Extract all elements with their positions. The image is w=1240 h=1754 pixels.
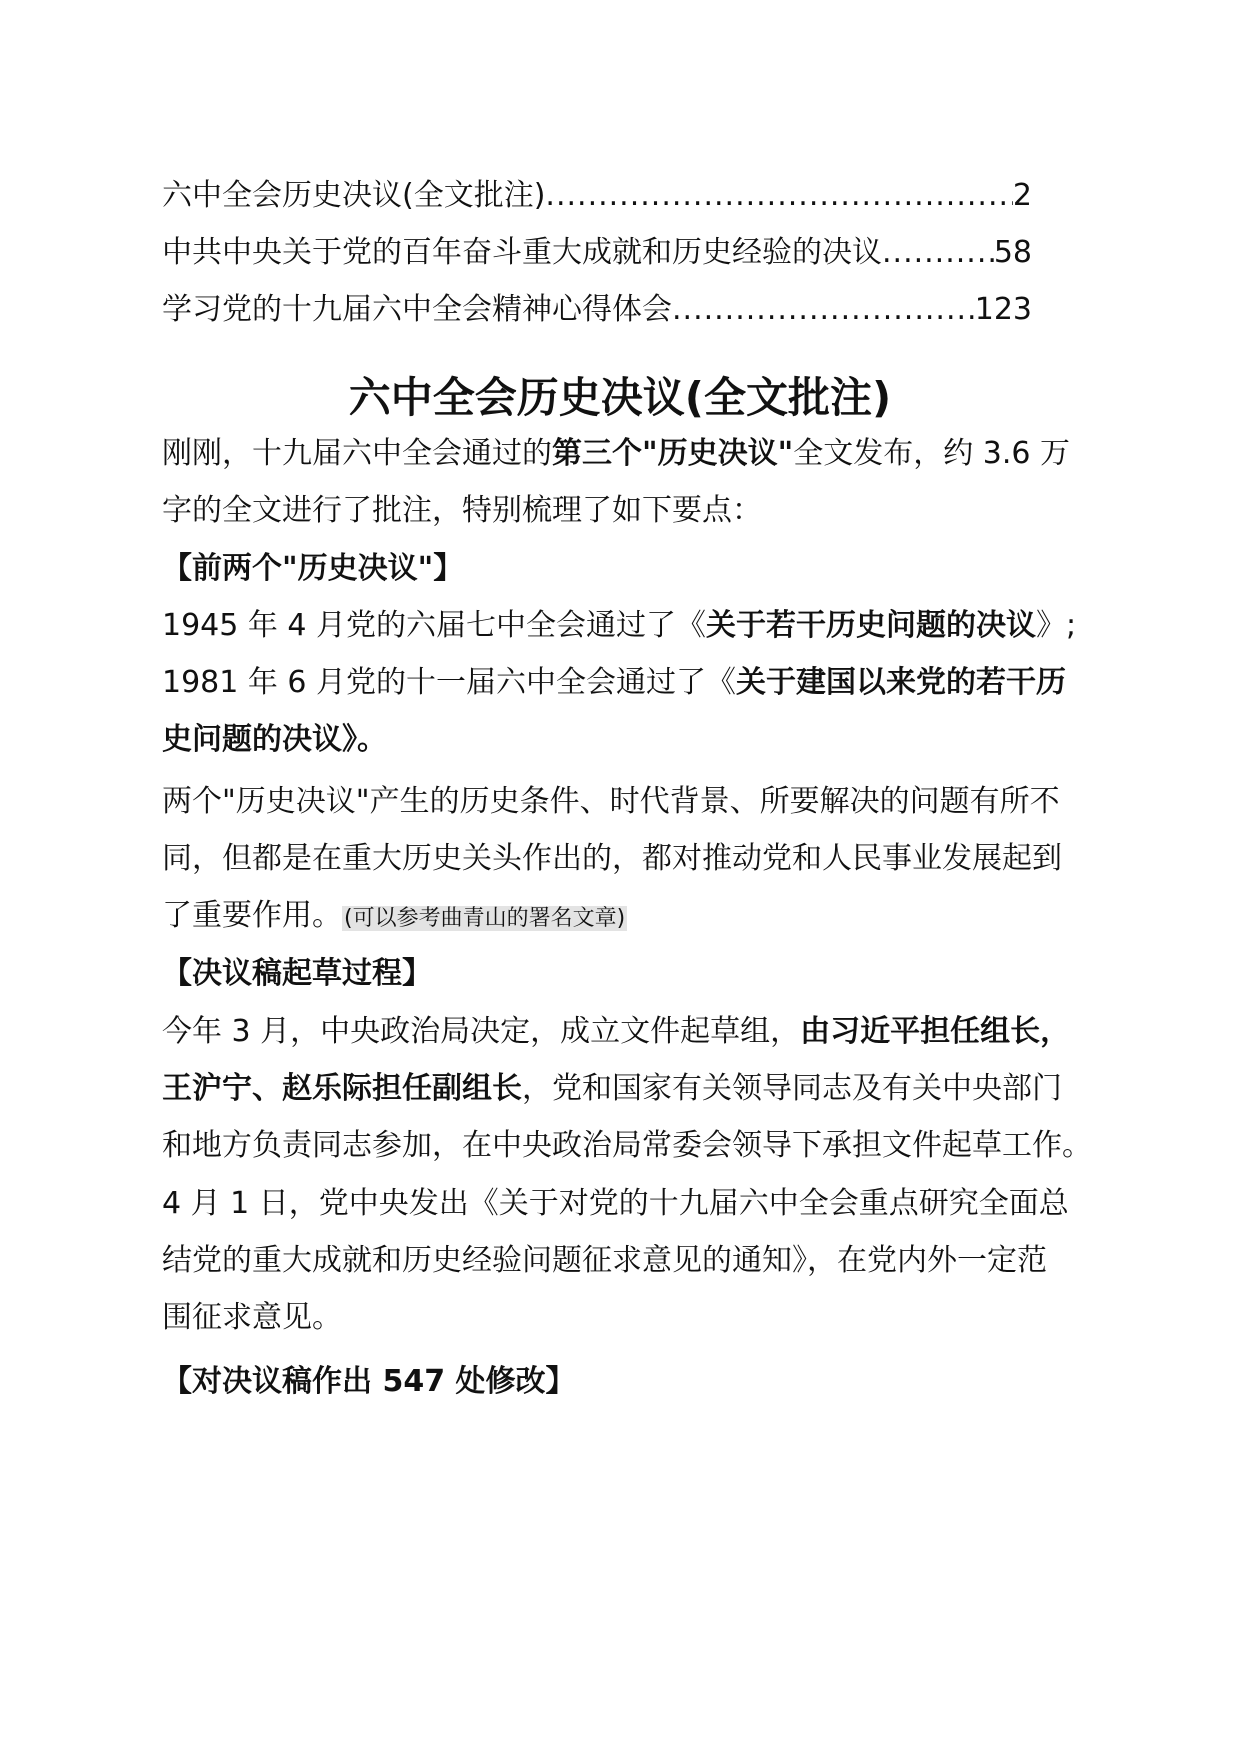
toc-entry-1[interactable] <box>162 176 1032 216</box>
s2-line-1 <box>162 1012 1070 1052</box>
section-heading-previous-resolutions: 【前两个"历史决议"】 <box>162 551 464 586</box>
bold-text: 》。 <box>342 722 387 757</box>
bold-text: 由习近平担任组长， <box>800 1014 1071 1049</box>
intro-bold-text: 第三个"历史决议" <box>552 436 794 471</box>
s1-line-6 <box>162 896 627 939</box>
intro-text: 刚刚，十九届六中全会通过的 <box>162 436 552 471</box>
body-text: 1981 年 6 月党的十一届六中全会通过了《 <box>162 665 737 700</box>
intro-line-1 <box>162 434 1070 474</box>
s2-line-2 <box>162 1069 1062 1109</box>
toc-entry-page: 58 <box>993 235 1032 270</box>
reference-note: (可以参考曲青山的署名文章) <box>344 906 626 931</box>
s1-line-2 <box>162 663 1066 703</box>
body-text: 1945 年 4 月党的六届七中全会通过了《 <box>162 608 707 643</box>
toc-entry-title: 中共中央关于党的百年奋斗重大成就和历史经验的决议 <box>162 235 882 270</box>
s1-line-1 <box>162 606 1076 646</box>
s1-line-5: 同，但都是在重大历史关头作出的，都对推动党和人民事业发展起到 <box>162 841 1062 876</box>
toc-leader-dots <box>882 233 994 273</box>
document-title: 六中全会历史决议(全文批注) <box>348 373 892 422</box>
intro-text: 全文发布，约 3.6 万 <box>793 436 1071 471</box>
s2-line-3: 和地方负责同志参加，在中央政治局常委会领导下承担文件起草工作。 <box>162 1128 1092 1163</box>
section-heading-revisions: 【对决议稿作出 547 处修改】 <box>162 1364 576 1399</box>
s1-line-4: 两个"历史决议"产生的历史条件、时代背景、所要解决的问题有所不 <box>162 784 1060 819</box>
s2-line-6: 围征求意见。 <box>162 1300 342 1335</box>
s2-line-4: 4 月 1 日，党中央发出《关于对党的十九届六中全会重点研究全面总 <box>162 1186 1069 1221</box>
toc-leader-dots <box>672 290 975 330</box>
toc-entry-title: 学习党的十九届六中全会精神心得体会 <box>162 292 672 327</box>
bold-text: 关于若干历史问题的决议 <box>706 608 1037 643</box>
body-text: 了重要作用。 <box>162 898 342 933</box>
bold-text: 王沪宁、赵乐际担任副组长 <box>162 1071 522 1106</box>
bold-text: 史问题的决议 <box>162 722 342 757</box>
s2-line-5: 结党的重大成就和历史经验问题征求意见的通知》，在党内外一定范 <box>162 1243 1047 1278</box>
toc-entry-2[interactable] <box>162 233 1032 273</box>
bold-text: 关于建国以来党的若干历 <box>736 665 1067 700</box>
intro-line-2: 字的全文进行了批注，特别梳理了如下要点： <box>162 493 762 528</box>
body-text: ，党和国家有关领导同志及有关中央部门 <box>522 1071 1062 1106</box>
body-text: 今年 3 月，中央政治局决定，成立文件起草组， <box>162 1014 801 1049</box>
toc-entry-title: 六中全会历史决议(全文批注) <box>162 178 546 213</box>
toc-entry-page: 2 <box>1012 178 1032 213</box>
toc-entry-3[interactable] <box>162 290 1032 330</box>
s1-line-3 <box>162 720 387 760</box>
body-text: 》; <box>1036 608 1077 643</box>
section-heading-drafting-process: 【决议稿起草过程】 <box>162 956 432 991</box>
toc-leader-dots <box>545 176 1012 216</box>
toc-entry-page: 123 <box>974 292 1032 327</box>
